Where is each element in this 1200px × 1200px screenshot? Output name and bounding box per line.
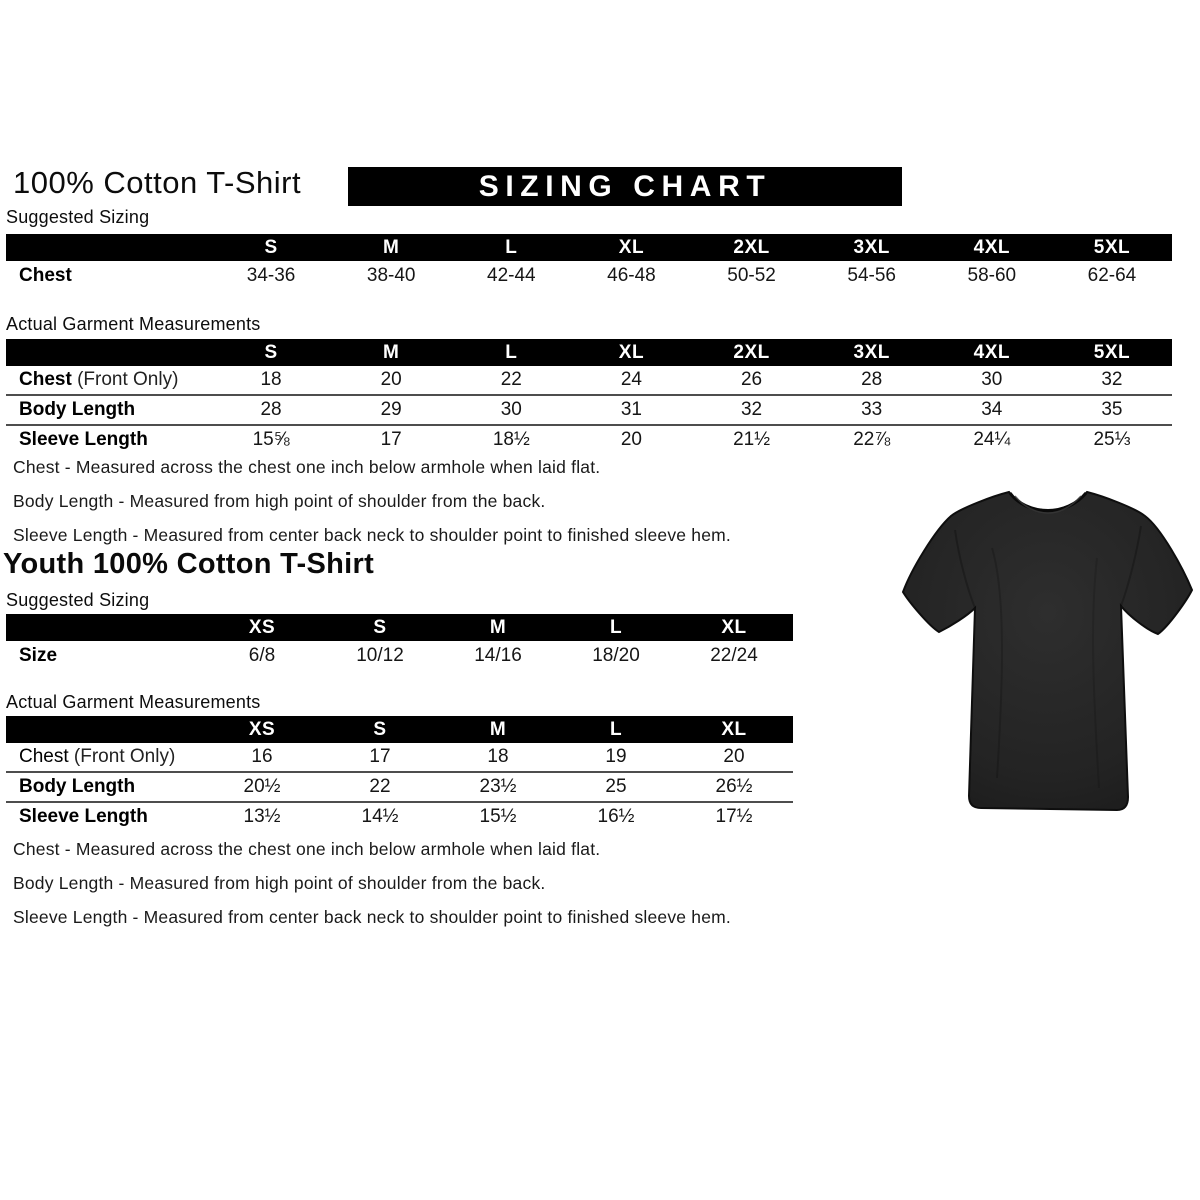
measurement-value-cell: 18 <box>439 743 557 772</box>
black-tshirt-photo <box>897 478 1197 826</box>
size-column-header: L <box>609 616 623 638</box>
measurement-value-cell: 20 <box>331 366 451 395</box>
size-column-header: M <box>383 236 400 258</box>
measurement-value-cell: 16½ <box>597 806 635 827</box>
page-title: 100% Cotton T-Shirt <box>13 165 302 200</box>
size-column-header: XL <box>721 718 747 740</box>
measurement-value-cell: 19 <box>557 743 675 772</box>
measurement-value-cell: 31 <box>571 395 691 425</box>
measurement-row <box>6 641 793 671</box>
note-chest: Chest - Measured across the chest one inch below armhole when laid flat. <box>13 839 601 859</box>
measurement-value-cell: 30 <box>451 395 571 425</box>
measurement-value-cell: 54-56 <box>847 265 896 286</box>
adult-garment-measurements-table <box>6 339 1172 454</box>
measurement-value-cell: 32 <box>1052 366 1172 395</box>
size-column-header: 2XL <box>733 236 770 258</box>
measurement-value-cell: 38-40 <box>366 265 416 286</box>
note-body-length: Body Length - Measured from high point of shoulder from the back. <box>13 873 546 893</box>
header-spacer-cell <box>6 614 203 641</box>
measurement-value-cell: 46-48 <box>607 265 656 286</box>
table-header-row <box>6 716 793 743</box>
measurement-row <box>6 395 1172 425</box>
size-column-header: M <box>489 616 507 638</box>
size-column-header: S <box>264 341 278 363</box>
row-label: Sleeve Length <box>19 429 148 450</box>
measurement-value-cell: 28 <box>812 366 932 395</box>
measurement-value-cell: 42-44 <box>487 265 536 286</box>
adult-measurement-notes <box>13 457 731 559</box>
measurement-value-cell: 15⅝ <box>252 429 290 450</box>
measurement-value-cell: 10/12 <box>356 645 404 666</box>
row-label: Chest <box>19 265 72 286</box>
size-column-header: XL <box>721 616 747 638</box>
size-column-header: 3XL <box>853 341 890 363</box>
measurement-value-cell: 25 <box>557 772 675 802</box>
measurement-row <box>6 772 793 802</box>
note-chest: Chest - Measured across the chest one inch below armhole when laid flat. <box>13 457 601 477</box>
size-column-header: 5XL <box>1093 341 1131 363</box>
header-spacer-cell <box>6 716 203 743</box>
measurement-value-cell: 62-64 <box>1087 265 1137 286</box>
size-column-header: L <box>505 236 518 258</box>
measurement-value-cell: 24¼ <box>973 429 1011 450</box>
measurement-value-cell: 58-60 <box>967 265 1017 286</box>
tshirt-image <box>897 478 1197 826</box>
note-sleeve-length: Sleeve Length - Measured from center back neck to shoulder point to finished sleeve hem. <box>13 525 731 545</box>
measurement-value-cell: 26½ <box>675 772 793 802</box>
measurement-value-cell: 25⅓ <box>1093 429 1131 450</box>
measurement-value-cell: 17 <box>321 743 439 772</box>
measurement-value-cell: 50-52 <box>727 265 776 286</box>
size-column-header: 4XL <box>973 236 1010 258</box>
note-body-length: Body Length - Measured from high point of shoulder from the back. <box>13 491 546 511</box>
row-label: Body Length <box>6 772 203 802</box>
size-column-header: L <box>505 341 518 363</box>
size-column-header: 2XL <box>733 341 770 363</box>
row-label: Body Length <box>6 395 211 425</box>
size-column-header: XL <box>618 341 645 363</box>
row-label: Chest (Front Only) <box>6 366 211 395</box>
measurement-value-cell: 22/24 <box>710 645 758 666</box>
measurement-value-cell: 26 <box>692 366 812 395</box>
header-spacer-cell <box>6 339 211 366</box>
header-spacer-cell <box>6 234 211 261</box>
adult-suggested-sizing-table <box>6 234 1172 291</box>
measurement-value-cell: 20½ <box>203 772 321 802</box>
measurement-value-cell: 30 <box>932 366 1052 395</box>
measurement-value-cell: 23½ <box>439 772 557 802</box>
measurement-value-cell: 17½ <box>715 806 753 827</box>
measurement-value-cell: 17 <box>380 429 402 450</box>
measurement-row <box>6 743 793 772</box>
measurement-row <box>6 802 793 831</box>
measurement-value-cell: 20 <box>675 743 793 772</box>
measurement-value-cell: 34-36 <box>246 265 296 286</box>
measurement-value-cell: 28 <box>211 395 331 425</box>
adult-suggested-sizing-label: Suggested Sizing <box>6 207 150 227</box>
size-column-header: M <box>489 718 507 740</box>
size-column-header: L <box>609 718 623 740</box>
measurement-value-cell: 34 <box>932 395 1052 425</box>
youth-garment-measurements-table <box>6 716 793 831</box>
measurement-value-cell: 22 <box>321 772 439 802</box>
measurement-value-cell: 22⅞ <box>853 429 891 450</box>
measurement-value-cell: 29 <box>331 395 451 425</box>
measurement-row <box>6 425 1172 454</box>
sizing-chart-banner <box>348 167 902 206</box>
size-column-header: XS <box>248 718 276 740</box>
size-column-header: 5XL <box>1093 236 1131 258</box>
measurement-value-cell: 22 <box>451 366 571 395</box>
measurement-row <box>6 261 1172 291</box>
measurement-value-cell: 33 <box>812 395 932 425</box>
tshirt-body <box>903 492 1192 810</box>
adult-measurements-label: Actual Garment Measurements <box>6 314 261 334</box>
youth-suggested-sizing-table <box>6 614 793 671</box>
measurement-value-cell: 35 <box>1052 395 1172 425</box>
table-header-row <box>6 614 793 641</box>
youth-measurement-notes <box>13 839 731 941</box>
measurement-value-cell: 14/16 <box>474 645 522 666</box>
size-column-header: 3XL <box>853 236 890 258</box>
measurement-value-cell: 15½ <box>479 806 517 827</box>
youth-measurements-label: Actual Garment Measurements <box>6 692 261 712</box>
measurement-value-cell: 18½ <box>492 429 530 450</box>
size-column-header: 4XL <box>973 341 1010 363</box>
measurement-value-cell: 32 <box>692 395 812 425</box>
row-label: Sleeve Length <box>19 806 148 827</box>
measurement-row <box>6 366 1172 395</box>
youth-suggested-sizing-label: Suggested Sizing <box>6 590 150 610</box>
table-header-row <box>6 339 1172 366</box>
measurement-value-cell: 13½ <box>243 806 281 827</box>
table-header-row <box>6 234 1172 261</box>
size-column-header: S <box>373 616 387 638</box>
size-column-header: XS <box>248 616 276 638</box>
measurement-value-cell: 18 <box>211 366 331 395</box>
size-column-header: S <box>264 236 278 258</box>
measurement-value-cell: 6/8 <box>248 645 276 666</box>
row-label: Size <box>19 645 58 666</box>
size-column-header: M <box>383 341 400 363</box>
row-label: Chest (Front Only) <box>6 743 203 772</box>
measurement-value-cell: 24 <box>571 366 691 395</box>
sizing-chart-banner-text: SIZING CHART <box>478 169 772 203</box>
measurement-value-cell: 20 <box>620 429 642 450</box>
measurement-value-cell: 16 <box>203 743 321 772</box>
measurement-value-cell: 21½ <box>733 429 771 450</box>
size-column-header: S <box>373 718 387 740</box>
youth-section-title: Youth 100% Cotton T-Shirt <box>3 548 375 580</box>
note-sleeve-length: Sleeve Length - Measured from center back neck to shoulder point to finished sleeve hem. <box>13 907 731 927</box>
measurement-value-cell: 18/20 <box>592 645 640 666</box>
size-column-header: XL <box>618 236 645 258</box>
measurement-value-cell: 14½ <box>361 806 399 827</box>
